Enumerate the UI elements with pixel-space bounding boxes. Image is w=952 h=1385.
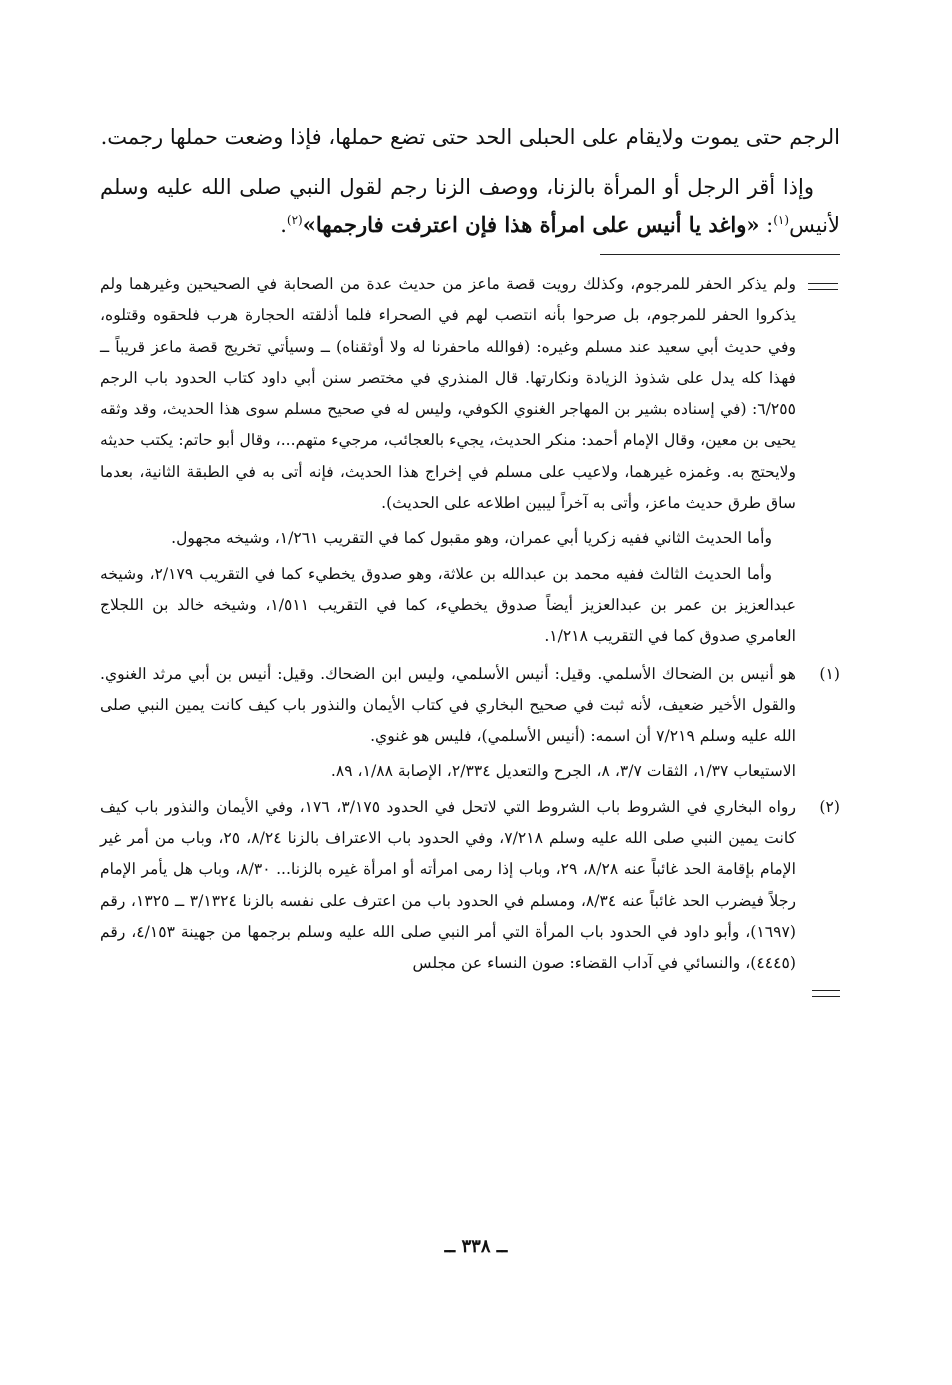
- footnote-2-marker: (٢): [819, 797, 840, 816]
- page-number: ــ ٣٣٨ ــ: [444, 1236, 508, 1257]
- colon: :: [759, 213, 774, 237]
- footnote-continuation: [100, 269, 840, 653]
- main-paragraph-2: [100, 168, 840, 244]
- continued-marker: [812, 990, 840, 1002]
- main-text: [100, 118, 840, 244]
- period: .: [280, 213, 287, 237]
- main-paragraph-2-text: وإذا أقر الرجل أو المرأة بالزنا، ووصف الزنا رجم لقول النبي صلى الله عليه وسلم لأنيس: [100, 175, 840, 237]
- footnote-1-marker: (١): [819, 664, 840, 683]
- footnotes: [100, 269, 840, 980]
- footnote-ref-2: (٢): [286, 213, 303, 227]
- footnote-cont-paragraph-1: ولم يذكر الحفر للمرجوم، وكذلك رويت قصة ماعز من حديث عدة من الصحابة في الصحيحين وغيرهما ولم يذكروا الحفر للمرجوم، بل صرحوا بأنه انتصب لهم في الصحراء فلما أذلقته الحجارة هرب فلحقوه وقتلوه، وفي حديث أبي سعيد عند مسلم وغيره: (فوالله ماحفرنا له ولا أوثقناه) ــ وسيأتي تخريج قصة ماعز قريباً ــ فهذا كله يدل على شذوذ الزيادة ونكارتها. قال المنذري في مختصر سنن أبي داود كتاب الحدود باب الرجم ٦/٢٥٥: (في إسناده بشير بن المهاجر الغنوي الكوفي، وليس له في صحيح مسلم سوى هذا الحديث، وقد وثقه يحيى بن معين، وقال الإمام أحمد: منكر الحديث، يجيء بالعجائب، مرجيء متهم...، وقال أبو حاتم: يكتب حديثه ولايحتج به. وغمزه غيرهما، ولاعيب على مسلم في إخراج هذا الحديث، فإنه أتى به في الطبقة الثانية، بعدما ساق طرق حديث ماعز، وأتى به آخراً ليبين اطلاعه على الحديث).: [100, 275, 796, 513]
- footnote-1-text: هو أنيس بن الضحاك الأسلمي. وقيل: أنيس الأسلمي، وليس ابن الضحاك. وقيل: أنيس بن أبي مرثد الغنوي. والقول الأخير ضعيف، لأنه ثبت في صحيح البخاري في كتاب الأيمان والنذور باب كيف كانت يمين النبي صلى الله عليه وسلم ٧/٢١٩ أن اسمه: (أنيس الأسلمي)، فليس هو غنوي.: [100, 664, 796, 746]
- footnote-cont-paragraph-3: وأما الحديث الثالث ففيه محمد بن عبدالله بن علاثة، وهو صدوق يخطيء كما في التقريب ٢/١٧٩، وشيخه عبدالعزيز بن عمر بن عبدالعزيز أيضاً صدوق يخطيء، كما في التقريب ١/٥١١، وشيخه خالد بن اللجلاج العامري صدوق كما في التقريب ١/٢١٨.: [100, 564, 796, 646]
- footnote-cont-paragraph-2: وأما الحديث الثاني ففيه زكريا أبي عمران، وهو مقبول كما في التقريب ١/٢٦١، وشيخه مجهول.: [171, 529, 772, 548]
- footnote-1: [100, 659, 840, 788]
- hadith-quote: «واغد يا أنيس على امرأة هذا فإن اعترفت فارجمها»: [302, 212, 760, 237]
- footnote-2: [100, 792, 840, 980]
- continuation-marker: [808, 283, 838, 295]
- footnote-2-text: رواه البخاري في الشروط باب الشروط التي لاتحل في الحدود ٣/١٧٥، ١٧٦، وفي الأيمان والنذور باب كيف كانت يمين النبي صلى الله عليه وسلم ٧/٢١٨، وفي الحدود باب الاعتراف بالزنا ٨/٢٤، ٢٥، وباب من أمر غير الإمام بإقامة الحد غائباً عنه ٨/٢٨، ٢٩، وباب إذا رمى امرأته أو امرأة غيره بالزنا... ٨/٣٠، وباب هل يأمر الإمام رجلاً فيضرب الحد غائباً عنه ٨/٣٤، ومسلم في الحدود باب من اعترف على نفسه بالزنا ٣/١٣٢٤ ــ ١٣٢٥، رقم (١٦٩٧)، وأبو داود في الحدود باب المرأة التي أمر النبي صلى الله عليه وسلم برجمها من جهينة ٤/١٥٣، رقم (٤٤٤٥)، والنسائي في آداب القضاء: صون النساء عن مجلس: [100, 797, 797, 973]
- page-body: [100, 118, 840, 980]
- footnote-1-refs: الاستيعاب ١/٣٧، الثقات ٣/٧، ٨، الجرح والتعديل ٢/٣٣٤، الإصابة ١/٨٨، ٨٩.: [330, 762, 796, 781]
- footnote-ref-1: (١): [773, 213, 790, 227]
- main-paragraph-1: الرجم حتى يموت ولايقام على الحبلى الحد حتى تضع حملها، فإذا وضعت حملها رجمت.: [100, 125, 840, 149]
- footnote-separator: [600, 254, 840, 255]
